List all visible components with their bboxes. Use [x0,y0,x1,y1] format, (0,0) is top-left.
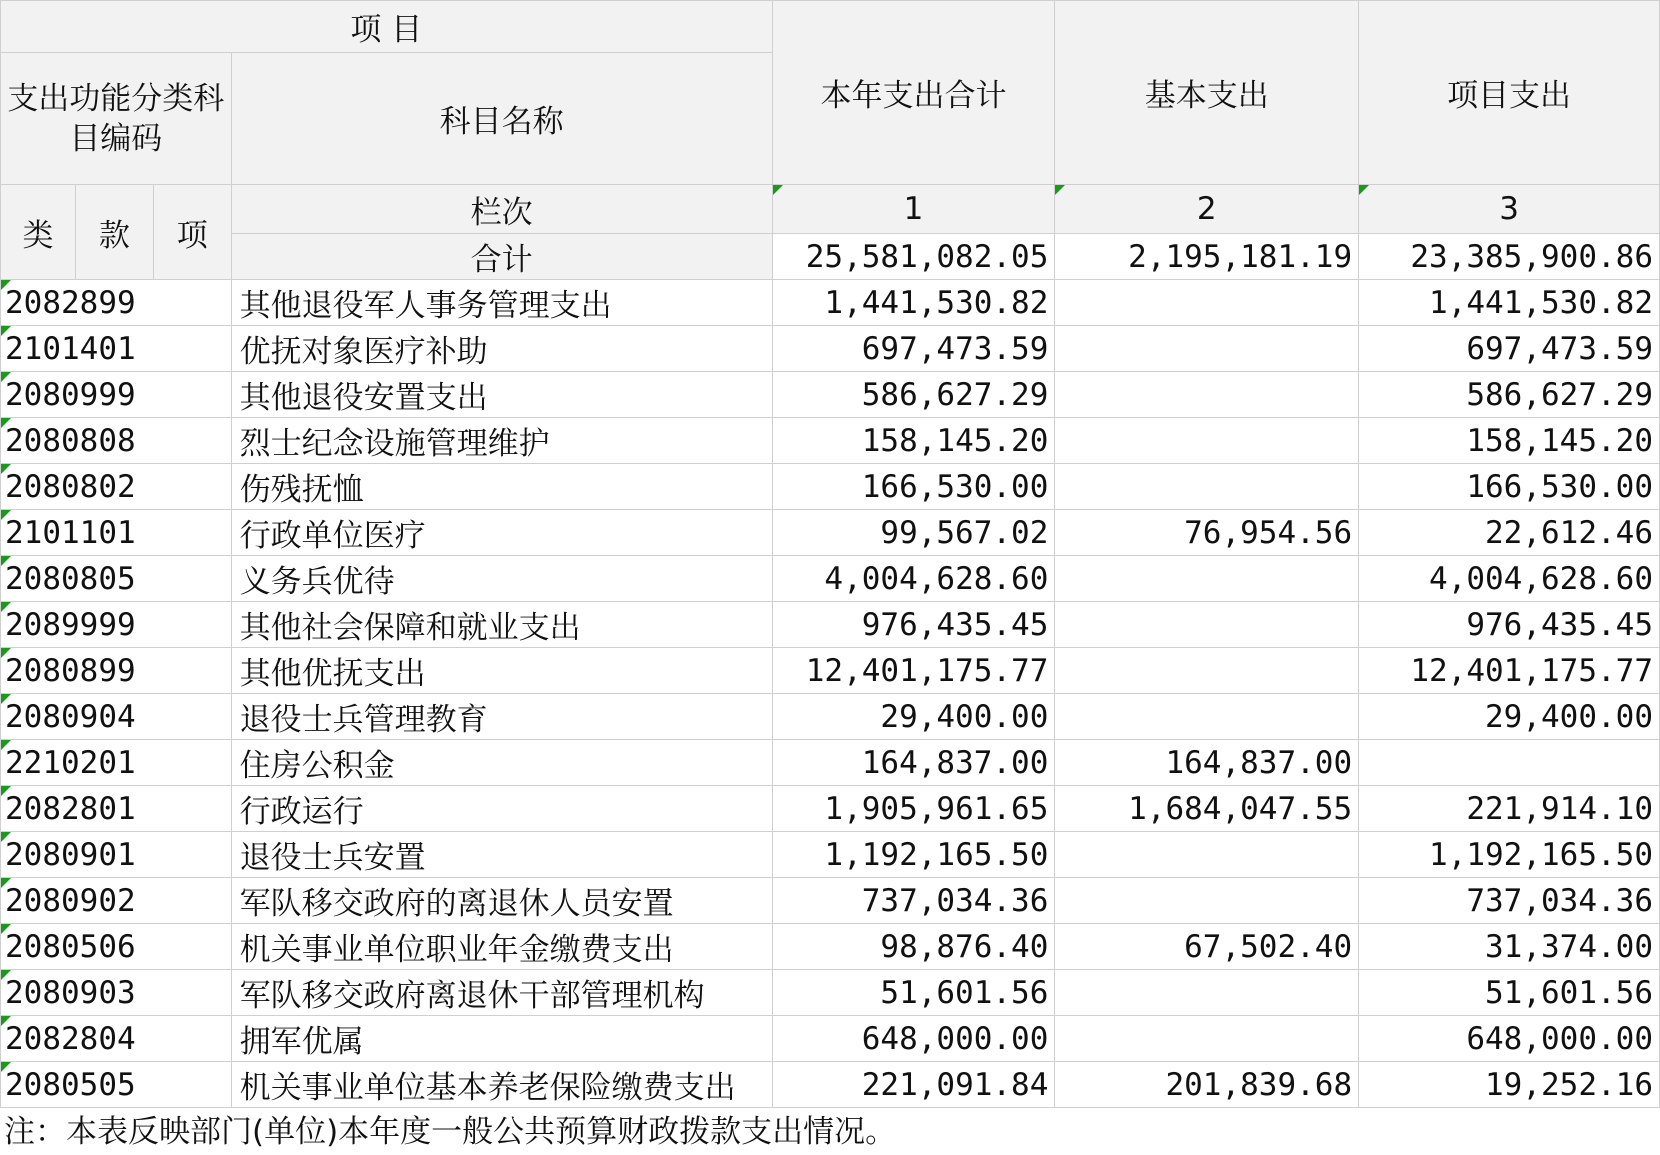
row-col1: 976,435.45 [772,602,1055,648]
row-code: 2089999 [1,602,232,648]
row-col3: 976,435.45 [1359,602,1660,648]
row-code: 2080506 [1,924,232,970]
row-col3: 12,401,175.77 [1359,648,1660,694]
row-col3: 648,000.00 [1359,1016,1660,1062]
table-row [1,1062,1660,1108]
header-code-title: 支出功能分类科目编码 [1,53,232,185]
row-code: 2080805 [1,556,232,602]
row-col3: 586,627.29 [1359,372,1660,418]
table-row [1,786,1660,832]
row-col1: 586,627.29 [772,372,1055,418]
table-row [1,924,1660,970]
row-name: 其他退役军人事务管理支出 [231,280,772,326]
row-col1: 1,905,961.65 [772,786,1055,832]
row-col1: 4,004,628.60 [772,556,1055,602]
header-lanci: 栏次 [231,185,772,234]
table-row [1,556,1660,602]
row-name: 其他退役安置支出 [231,372,772,418]
row-code: 2101401 [1,326,232,372]
row-col3: 31,374.00 [1359,924,1660,970]
row-name: 退役士兵管理教育 [231,694,772,740]
row-col2 [1055,464,1359,510]
row-name: 住房公积金 [231,740,772,786]
row-col1: 1,441,530.82 [772,280,1055,326]
row-name: 军队移交政府离退休干部管理机构 [231,970,772,1016]
row-name: 伤残抚恤 [231,464,772,510]
row-name: 行政单位医疗 [231,510,772,556]
row-col2 [1055,418,1359,464]
row-name: 机关事业单位基本养老保险缴费支出 [231,1062,772,1108]
row-col3: 1,441,530.82 [1359,280,1660,326]
row-code: 2082804 [1,1016,232,1062]
header-col3-num: 3 [1359,185,1660,234]
row-col2 [1055,326,1359,372]
row-col3: 221,914.10 [1359,786,1660,832]
table-header [1,1,1660,280]
row-code: 2080808 [1,418,232,464]
table-note: 注：本表反映部门(单位)本年度一般公共预算财政拨款支出情况。 [4,1114,897,1150]
row-col2 [1055,1016,1359,1062]
table-row [1,280,1660,326]
row-col3: 737,034.36 [1359,878,1660,924]
row-col2 [1055,556,1359,602]
row-code: 2080903 [1,970,232,1016]
row-name: 烈士纪念设施管理维护 [231,418,772,464]
row-col1: 98,876.40 [772,924,1055,970]
row-col2 [1055,372,1359,418]
row-col2: 67,502.40 [1055,924,1359,970]
row-col3: 158,145.20 [1359,418,1660,464]
total-col1: 25,581,082.05 [772,234,1055,280]
row-col2 [1055,694,1359,740]
row-col1: 166,530.00 [772,464,1055,510]
header-col1-num: 1 [772,185,1055,234]
row-code: 2101101 [1,510,232,556]
row-col1: 99,567.02 [772,510,1055,556]
row-code: 2080901 [1,832,232,878]
header-col1-title: 本年支出合计 [772,1,1055,185]
total-col3: 23,385,900.86 [1359,234,1660,280]
row-code: 2080505 [1,1062,232,1108]
row-col3: 19,252.16 [1359,1062,1660,1108]
row-name: 其他优抚支出 [231,648,772,694]
row-code: 2080902 [1,878,232,924]
row-code: 2080802 [1,464,232,510]
header-kuan: 款 [75,185,153,280]
row-col3: 166,530.00 [1359,464,1660,510]
row-col3 [1359,740,1660,786]
total-label: 合计 [231,234,772,280]
row-col1: 697,473.59 [772,326,1055,372]
row-col1: 12,401,175.77 [772,648,1055,694]
row-col1: 29,400.00 [772,694,1055,740]
table-row [1,648,1660,694]
row-col2 [1055,602,1359,648]
row-col3: 29,400.00 [1359,694,1660,740]
table-body [1,280,1660,1108]
row-col2: 164,837.00 [1055,740,1359,786]
row-col2: 201,839.68 [1055,1062,1359,1108]
row-code: 2080904 [1,694,232,740]
table-row [1,970,1660,1016]
table-row [1,372,1660,418]
row-col3: 4,004,628.60 [1359,556,1660,602]
row-col1: 648,000.00 [772,1016,1055,1062]
row-col3: 51,601.56 [1359,970,1660,1016]
row-name: 退役士兵安置 [231,832,772,878]
row-code: 2080999 [1,372,232,418]
row-col2: 76,954.56 [1055,510,1359,556]
header-xiang: 项 [153,185,231,280]
table-row [1,878,1660,924]
header-col3-title: 项目支出 [1359,1,1660,185]
row-name: 行政运行 [231,786,772,832]
row-code: 2082801 [1,786,232,832]
row-col2 [1055,648,1359,694]
header-col2-num: 2 [1055,185,1359,234]
row-col1: 158,145.20 [772,418,1055,464]
table-row [1,740,1660,786]
row-col1: 221,091.84 [772,1062,1055,1108]
total-col2: 2,195,181.19 [1055,234,1359,280]
row-col2: 1,684,047.55 [1055,786,1359,832]
row-name: 其他社会保障和就业支出 [231,602,772,648]
row-name: 军队移交政府的离退休人员安置 [231,878,772,924]
header-lei: 类 [1,185,76,280]
row-col2 [1055,832,1359,878]
row-code: 2082899 [1,280,232,326]
row-name: 义务兵优待 [231,556,772,602]
table-row [1,1016,1660,1062]
table-row [1,418,1660,464]
table-row [1,832,1660,878]
row-col1: 1,192,165.50 [772,832,1055,878]
row-name: 优抚对象医疗补助 [231,326,772,372]
table-row [1,510,1660,556]
row-col2 [1055,280,1359,326]
table-row [1,602,1660,648]
row-code: 2210201 [1,740,232,786]
header-col2-title: 基本支出 [1055,1,1359,185]
row-col3: 22,612.46 [1359,510,1660,556]
row-col2 [1055,970,1359,1016]
table-row [1,464,1660,510]
row-col1: 737,034.36 [772,878,1055,924]
row-name: 拥军优属 [231,1016,772,1062]
table-row [1,694,1660,740]
row-col2 [1055,878,1359,924]
row-col3: 1,192,165.50 [1359,832,1660,878]
row-col3: 697,473.59 [1359,326,1660,372]
row-name: 机关事业单位职业年金缴费支出 [231,924,772,970]
header-xiangmu: 项 目 [1,1,773,53]
header-name-title: 科目名称 [231,53,772,185]
row-col1: 51,601.56 [772,970,1055,1016]
row-code: 2080899 [1,648,232,694]
table-row [1,326,1660,372]
row-col1: 164,837.00 [772,740,1055,786]
